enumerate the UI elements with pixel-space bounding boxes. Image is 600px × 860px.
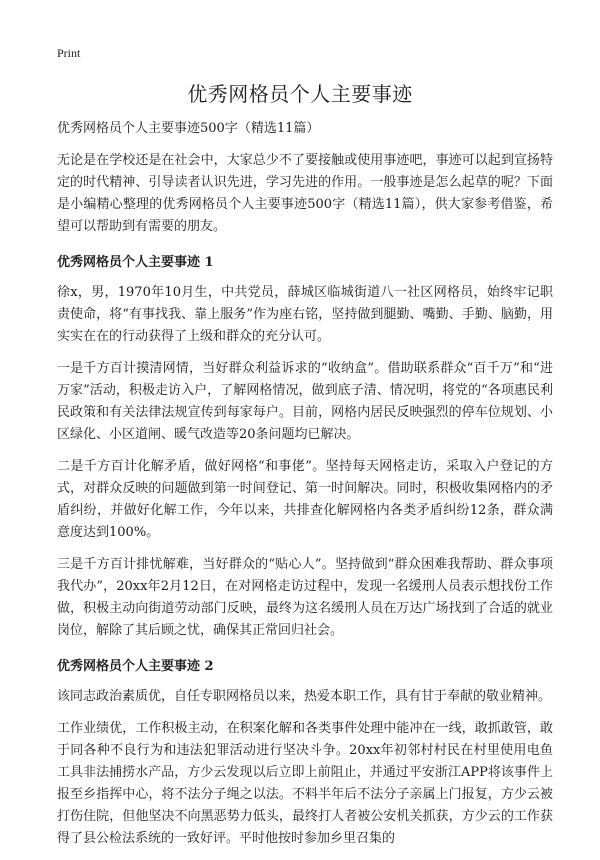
intro-paragraph: 无论是在学校还是在社会中，大家总少不了要接触或使用事迹吧，事迹可以起到宣扬特定的时代精神、引导读者认识先进，学习先进的作用。一般事迹是怎么起草的呢？下面是小编精心整理的优秀网格员个人主要事迹500字（精选11篇），供大家参考借鉴，希望可以帮助到有需要的朋友。 [57, 153, 553, 234]
section-paragraph: 一是千方百计摸清网情，当好群众利益诉求的“收纳盒”。借助联系群众“百千万”和“进万家”活动，积极走访入户，了解网格情况，做到底子清、情况明，将党的“各项惠民利民政策和有关法律法规宣传到每家每户。目前，网格内居民反映强烈的停车位规划、小区绿化、小区道闸、暖气改造等20条问题均已解决。 [57, 361, 553, 442]
section-paragraph: 二是千方百计化解矛盾，做好网格“和事佬”。坚持每天网格走访，采取入户登记的方式，对群众反映的问题做到第一时间登记、第一时间解决。同时，积极收集网格内的矛盾纠纷，并做好化解工作，今年以来，共排查化解网格内各类矛盾纠纷12条，群众满意度达到100%。 [57, 459, 553, 540]
print-link[interactable]: Print [57, 46, 81, 60]
section-2 [57, 656, 553, 850]
section-paragraph: 工作业绩优，工作积极主动，在积案化解和各类事件处理中能冲在一线，敢抓敢管，敢于同各种不良行为和违法犯罪活动进行坚决斗争。20xx年初邻村村民在村里使用电鱼工具非法捕捞水产品，方少云发现以后立即上前阻止，并通过平安浙江APP将该事件上报至乡指挥中心，将不法分子绳之以法。不料半年后不法分子亲属上门报复，方少云被打伤住院，但他坚决不向黑恶势力低头，最终打人者被公安机关抓获，方少云的工作获得了县公检法系统的一致好评。平时他按时参加乡里召集的 [57, 721, 553, 846]
section-heading: 优秀网格员个人主要事迹 2 [57, 659, 214, 674]
article-body [57, 118, 553, 860]
page-title: 优秀网格员个人主要事迹 [187, 82, 413, 106]
section-heading: 优秀网格员个人主要事迹 1 [57, 255, 214, 270]
section-1 [57, 252, 553, 642]
section-paragraph: 徐x，男，1970年10月生，中共党员，薛城区临城街道八一社区网格员，始终牢记职责使命，将“有事找我、靠上服务”作为座右铭，坚持做到腿勤、嘴勤、手勤、脑勤，用实实在在的行动获得了上级和群众的充分认可。 [57, 285, 553, 344]
section-paragraph: 该同志政治素质优，自任专职网格员以来，热爱本职工作，具有甘于奉献的敬业精神。 [57, 689, 552, 704]
section-paragraph: 三是千方百计排忧解难，当好群众的“贴心人”。坚持做到“群众困难我帮助、群众事项我代办”，20xx年2月12日，在对网格走访过程中，发现一名缓刑人员表示想找份工作做，积极主动向街道劳动部门反映，最终为这名缓刑人员在万达广场找到了合适的就业岗位，解除了其后顾之忧，确保其正常回归社会。 [57, 557, 553, 638]
article-subtitle: 优秀网格员个人主要事迹500字（精选11篇） [57, 121, 320, 136]
